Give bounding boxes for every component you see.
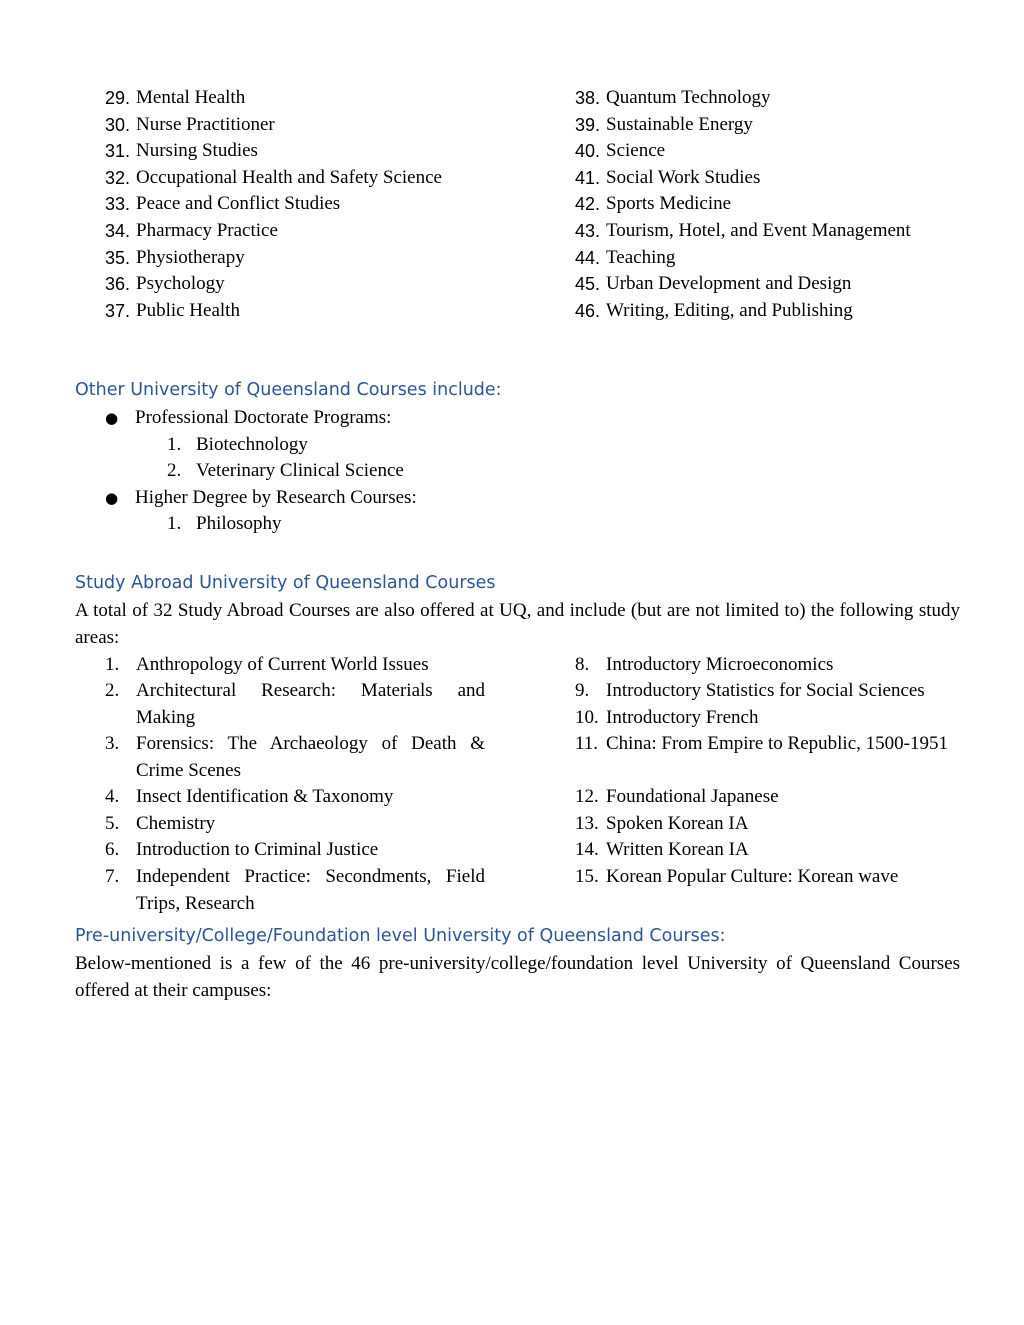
bullet-icon: ●	[105, 489, 119, 507]
list-item-number: 41.	[575, 167, 601, 188]
list-item-label: Science	[606, 140, 666, 162]
list-item-label: Writing, Editing, and Publishing	[606, 299, 853, 321]
list-item-number: 1.	[105, 654, 120, 675]
list-item-number: 29.	[105, 88, 131, 108]
list-item-label: Sports Medicine	[606, 193, 732, 215]
list-item-number: 7.	[105, 866, 120, 887]
list-item-label: Psychology	[136, 273, 225, 295]
list-item-label: Spoken Korean IA	[606, 813, 749, 834]
list-item-label: Independent Practice: Secondments, Field Trips, Research	[136, 866, 485, 914]
pre-university-heading: Pre-university/College/Foundation level University of Queensland Courses:	[75, 926, 726, 946]
list-item-label: Forensics: The Archaeology of Death & Crime Scenes	[136, 733, 485, 781]
list-item-label: Tourism, Hotel, and Event Management	[606, 219, 911, 241]
sub-list-label: Philosophy	[196, 513, 282, 534]
list-item-number: 11.	[575, 733, 599, 754]
list-item-label: Introductory Statistics for Social Sciences	[606, 680, 925, 701]
list-item-number: 44.	[575, 247, 601, 268]
list-item-label: Introductory Microeconomics	[606, 654, 834, 675]
list-item-number: 15.	[575, 866, 599, 887]
study-abroad-heading: Study Abroad University of Queensland Courses	[75, 573, 496, 593]
list-item-label: Pharmacy Practice	[136, 219, 278, 241]
list-item-number: 12.	[575, 786, 599, 807]
list-item-number: 3.	[105, 733, 120, 754]
list-item-label: Introductory French	[606, 707, 759, 728]
list-item-number: 10.	[575, 707, 599, 728]
bullet-label: Higher Degree by Research Courses:	[135, 487, 417, 508]
study-abroad-intro: A total of 32 Study Abroad Courses are also offered at UQ, and include (but are not limited to) the following study areas:	[75, 600, 960, 648]
sub-list-number: 1.	[167, 434, 182, 455]
list-item-number: 30.	[105, 114, 131, 135]
list-item-number: 31.	[105, 141, 131, 162]
pre-university-intro: Below-mentioned is a few of the 46 pre-university/college/foundation level University of Queensland Courses offered at their campuses:	[75, 953, 960, 1001]
list-item-label: Occupational Health and Safety Science	[136, 166, 442, 188]
list-item-number: 39.	[575, 114, 601, 135]
list-item-number: 9.	[575, 680, 590, 701]
list-item-number: 43.	[575, 220, 601, 241]
list-item-number: 33.	[105, 194, 131, 215]
list-item-label: Physiotherapy	[136, 246, 245, 268]
list-item-label: Chemistry	[136, 813, 216, 834]
list-item-label: Anthropology of Current World Issues	[136, 654, 429, 675]
list-item-number: 2.	[105, 680, 120, 701]
list-item-number: 13.	[575, 813, 599, 834]
list-item-label: Foundational Japanese	[606, 786, 779, 807]
list-item-label: Quantum Technology	[606, 87, 771, 108]
list-item-label: Mental Health	[136, 87, 246, 108]
list-item-number: 37.	[105, 300, 131, 321]
list-item-label: Social Work Studies	[606, 166, 761, 188]
list-item-label: Architectural Research: Materials and Making	[136, 680, 485, 728]
list-item-number: 5.	[105, 813, 120, 834]
list-item-number: 46.	[575, 300, 601, 321]
sub-list-label: Biotechnology	[196, 434, 308, 455]
list-item-number: 4.	[105, 786, 120, 807]
list-item-label: Introduction to Criminal Justice	[136, 839, 379, 860]
list-item-label: Teaching	[606, 246, 676, 268]
sub-list-label: Veterinary Clinical Science	[196, 460, 404, 481]
list-item-label: China: From Empire to Republic, 1500-1951	[606, 733, 948, 754]
list-item-number: 32.	[105, 167, 131, 188]
list-item-label: Peace and Conflict Studies	[136, 193, 341, 215]
list-item-number: 6.	[105, 839, 120, 860]
list-item-label: Public Health	[136, 299, 240, 321]
list-item-number: 14.	[575, 839, 599, 860]
list-item-number: 34.	[105, 220, 131, 241]
list-item-label: Nurse Practitioner	[136, 113, 275, 135]
other-courses-heading: Other University of Queensland Courses include:	[75, 380, 502, 400]
list-item-number: 35.	[105, 247, 131, 268]
sub-list-number: 1.	[167, 513, 182, 534]
list-item-number: 36.	[105, 274, 131, 295]
list-item-label: Sustainable Energy	[606, 113, 753, 135]
list-item-number: 40.	[575, 141, 601, 162]
list-item-number: 8.	[575, 654, 590, 675]
sub-list-number: 2.	[167, 460, 182, 481]
list-item-label: Urban Development and Design	[606, 273, 852, 295]
list-item-label: Korean Popular Culture: Korean wave	[606, 866, 899, 887]
bullet-label: Professional Doctorate Programs:	[135, 407, 392, 428]
list-item-number: 45.	[575, 274, 601, 295]
list-item-number: 42.	[575, 194, 601, 215]
list-item-label: Written Korean IA	[606, 839, 749, 860]
list-item-label: Nursing Studies	[136, 140, 258, 162]
list-item-label: Insect Identification & Taxonomy	[136, 786, 394, 807]
list-item-number: 38.	[575, 88, 601, 108]
bullet-icon: ●	[105, 409, 119, 427]
